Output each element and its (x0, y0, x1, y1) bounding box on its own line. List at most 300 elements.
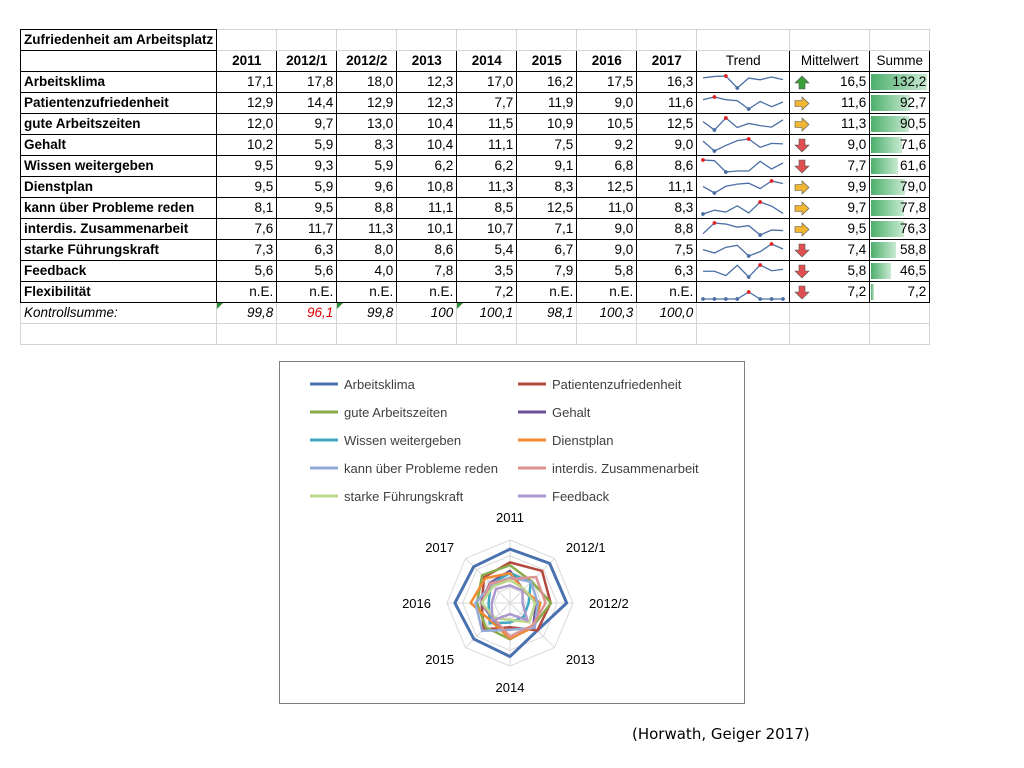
row-label: gute Arbeitszeiten (21, 114, 217, 135)
arrow-right-icon (794, 180, 810, 195)
value-cell: 8,3 (517, 177, 577, 198)
trend-sparkline (697, 219, 790, 240)
value-cell: 5,6 (277, 261, 337, 282)
sparkline-marker (736, 297, 740, 301)
control-value-text: 98,1 (547, 305, 574, 320)
arrow-down-icon (794, 138, 810, 153)
value-cell: 10,4 (397, 135, 457, 156)
sum-data-bar (871, 158, 897, 174)
sum-value: 76,3 (900, 221, 927, 236)
sparkline-svg (697, 261, 789, 281)
mean-cell (790, 282, 870, 303)
mean-cell (790, 198, 870, 219)
sum-cell (870, 156, 930, 177)
empty-cell (277, 324, 337, 345)
sparkline-svg (697, 114, 789, 134)
value-cell: n.E. (637, 282, 697, 303)
value-cell: 11,1 (397, 198, 457, 219)
mean-value: 5,8 (847, 263, 867, 278)
value-cell: 11,3 (457, 177, 517, 198)
comment-marker (457, 303, 463, 309)
sparkline-marker (747, 254, 751, 258)
value-cell: n.E. (397, 282, 457, 303)
arrow-right-icon (794, 201, 810, 216)
sum-value: 61,6 (900, 158, 927, 173)
value-cell: 8,3 (337, 135, 397, 156)
row-label: Flexibilität (21, 282, 217, 303)
value-cell: 16,2 (517, 72, 577, 93)
sparkline-marker (770, 297, 774, 301)
value-cell: 6,2 (397, 156, 457, 177)
row-label: starke Führungskraft (21, 240, 217, 261)
value-cell: 8,6 (397, 240, 457, 261)
value-cell: 8,8 (637, 219, 697, 240)
value-cell: 11,3 (337, 219, 397, 240)
legend-label: Arbeitsklima (344, 377, 415, 392)
value-cell: 5,6 (217, 261, 277, 282)
legend-label: Gehalt (552, 405, 591, 420)
trend-sparkline (697, 114, 790, 135)
sum-data-bar (871, 221, 903, 237)
comment-marker (217, 303, 223, 309)
sparkline-marker (747, 290, 751, 294)
value-cell: 5,9 (277, 177, 337, 198)
control-value-text: 100,0 (659, 305, 694, 320)
column-header: 2016 (577, 51, 637, 72)
control-row (21, 303, 930, 324)
control-value (457, 303, 517, 324)
legend-label: Wissen weitergeben (344, 433, 462, 448)
value-cell: 9,0 (577, 219, 637, 240)
table-row (21, 114, 930, 135)
trend-sparkline (697, 72, 790, 93)
value-cell: 12,0 (217, 114, 277, 135)
legend-label: starke Führungskraft (344, 489, 464, 504)
table-row (21, 72, 930, 93)
mean-cell (790, 135, 870, 156)
value-cell: 11,1 (637, 177, 697, 198)
radar-axis-label: 2015 (425, 651, 455, 667)
empty-cell (697, 324, 790, 345)
radar-axis-label: 2017 (425, 540, 455, 556)
mean-value: 7,2 (847, 284, 867, 299)
value-cell: 10,2 (217, 135, 277, 156)
table-row (21, 240, 930, 261)
empty-cell (870, 324, 930, 345)
mean-value: 9,5 (847, 221, 867, 236)
empty-cell (637, 30, 697, 51)
value-cell: 3,5 (457, 261, 517, 282)
table-row (21, 282, 930, 303)
arrow-right-icon (794, 96, 810, 111)
sparkline-svg (697, 72, 789, 92)
sum-value: 58,8 (900, 242, 927, 257)
table-row (21, 93, 930, 114)
empty-cell (517, 324, 577, 345)
value-cell: 10,1 (397, 219, 457, 240)
value-cell: 8,3 (637, 198, 697, 219)
empty-cell (217, 324, 277, 345)
column-header: 2011 (217, 51, 277, 72)
sparkline-marker (781, 297, 785, 301)
value-cell: 10,7 (457, 219, 517, 240)
empty-cell (637, 324, 697, 345)
value-cell: 10,9 (517, 114, 577, 135)
value-cell: 6,3 (637, 261, 697, 282)
sparkline-marker (770, 242, 774, 246)
legend-label: kann über Probleme reden (344, 461, 498, 476)
sum-cell (870, 114, 930, 135)
row-label: Patientenzufriedenheit (21, 93, 217, 114)
control-value (577, 303, 637, 324)
sum-cell (870, 135, 930, 156)
radar-grid (447, 540, 573, 666)
row-label: Arbeitsklima (21, 72, 217, 93)
control-value-text: 100 (430, 305, 454, 320)
empty-cell (790, 30, 870, 51)
row-label: Gehalt (21, 135, 217, 156)
value-cell: 9,5 (217, 156, 277, 177)
sum-cell (870, 198, 930, 219)
sparkline-line (703, 160, 783, 172)
row-label: Wissen weitergeben (21, 156, 217, 177)
value-cell: 6,3 (277, 240, 337, 261)
legend-label: Patientenzufriedenheit (552, 377, 682, 392)
radar-axis-label: 2012/1 (565, 540, 606, 556)
table-title: Zufriedenheit am Arbeitsplatz (21, 30, 217, 51)
comment-marker (337, 303, 343, 309)
sum-value: 90,5 (900, 116, 927, 131)
mean-value: 16,5 (840, 74, 867, 89)
table-row (21, 135, 930, 156)
value-cell: n.E. (277, 282, 337, 303)
sparkline-marker (724, 74, 728, 78)
value-cell: 7,7 (457, 93, 517, 114)
control-value-text: 99,8 (367, 305, 394, 320)
arrow-down-icon (794, 243, 810, 258)
sparkline-marker (713, 221, 717, 225)
mean-cell (790, 156, 870, 177)
empty-cell (397, 30, 457, 51)
sparkline-marker (747, 107, 751, 111)
column-header: 2015 (517, 51, 577, 72)
sum-data-bar (871, 137, 901, 153)
value-cell: 6,2 (457, 156, 517, 177)
legend-label: gute Arbeitszeiten (344, 405, 448, 420)
value-cell: 5,4 (457, 240, 517, 261)
sparkline-marker (701, 297, 705, 301)
trend-header: Trend (697, 51, 790, 72)
radar-axis-label: 2016 (402, 596, 431, 611)
arrow-up-icon (794, 75, 810, 90)
value-cell: 17,5 (577, 72, 637, 93)
sum-cell (870, 282, 930, 303)
header-row (21, 51, 930, 72)
column-header: 2014 (457, 51, 517, 72)
value-cell: 9,6 (337, 177, 397, 198)
value-cell: 7,1 (517, 219, 577, 240)
empty-cell (21, 324, 217, 345)
empty-cell (457, 324, 517, 345)
value-cell: 11,6 (637, 93, 697, 114)
trend-sparkline (697, 156, 790, 177)
mean-value: 11,6 (841, 95, 867, 110)
sparkline-svg (697, 93, 789, 113)
value-cell: 11,7 (277, 219, 337, 240)
sum-cell (870, 177, 930, 198)
trend-sparkline (697, 198, 790, 219)
value-cell: 17,8 (277, 72, 337, 93)
empty-cell (697, 303, 790, 324)
control-value (637, 303, 697, 324)
sparkline-marker (701, 212, 705, 216)
radar-axis-label: 2013 (565, 651, 595, 667)
sparkline-marker (736, 86, 740, 90)
value-cell: 6,7 (517, 240, 577, 261)
value-cell: 10,5 (577, 114, 637, 135)
value-cell: 7,6 (217, 219, 277, 240)
control-value-text: 100,1 (479, 305, 514, 320)
sparkline-svg (697, 156, 789, 176)
sparkline-svg (697, 282, 789, 302)
value-cell: 5,9 (277, 135, 337, 156)
chart-legend (310, 377, 699, 504)
empty-cell (337, 324, 397, 345)
sparkline-marker (770, 179, 774, 183)
sum-data-bar (871, 263, 891, 279)
value-cell: 17,1 (217, 72, 277, 93)
value-cell: 12,5 (577, 177, 637, 198)
trend-sparkline (697, 261, 790, 282)
sparkline-line (703, 76, 783, 88)
sparkline-line (703, 265, 783, 277)
empty-cell (277, 30, 337, 51)
empty-cell (517, 30, 577, 51)
mean-cell (790, 261, 870, 282)
citation: (Horwath, Geiger 2017) (632, 725, 810, 743)
value-cell: 14,4 (277, 93, 337, 114)
value-cell: 9,1 (517, 156, 577, 177)
sum-value: 132,2 (892, 74, 927, 89)
radar-chart-svg (280, 362, 744, 703)
value-cell: 9,0 (637, 135, 697, 156)
table-row (21, 156, 930, 177)
value-cell: 16,3 (637, 72, 697, 93)
sum-header: Summe (870, 51, 930, 72)
mean-cell (790, 72, 870, 93)
value-cell: 9,5 (277, 198, 337, 219)
radar-axis-label: 2014 (495, 680, 525, 695)
radar-chart (279, 361, 745, 704)
radar-axis-label: 2011 (496, 510, 524, 525)
value-cell: 11,1 (457, 135, 517, 156)
mean-value: 9,0 (847, 137, 867, 152)
empty-cell (577, 30, 637, 51)
empty-cell (870, 30, 930, 51)
sparkline-svg (697, 219, 789, 239)
value-cell: 12,5 (517, 198, 577, 219)
sparkline-svg (697, 240, 789, 260)
control-value (337, 303, 397, 324)
value-cell: 9,0 (577, 93, 637, 114)
value-cell: 6,8 (577, 156, 637, 177)
sum-value: 92,7 (900, 95, 927, 110)
value-cell: 12,5 (637, 114, 697, 135)
empty-cell (790, 324, 870, 345)
legend-label: Dienstplan (552, 433, 614, 448)
value-cell: 11,5 (457, 114, 517, 135)
value-cell: 8,1 (217, 198, 277, 219)
value-cell: 9,7 (277, 114, 337, 135)
value-cell: 7,8 (397, 261, 457, 282)
sparkline-marker (759, 297, 763, 301)
sparkline-marker (713, 297, 717, 301)
value-cell: 8,5 (457, 198, 517, 219)
sum-cell (870, 72, 930, 93)
sparkline-marker (759, 263, 763, 267)
value-cell: 12,3 (397, 72, 457, 93)
value-cell: 18,0 (337, 72, 397, 93)
value-cell: 4,0 (337, 261, 397, 282)
sum-value: 77,8 (900, 200, 927, 215)
legend-label: interdis. Zusammenarbeit (552, 461, 699, 476)
spreadsheet-table (20, 29, 930, 345)
sparkline-line (703, 202, 783, 214)
radar-axis-label: 2012/2 (589, 596, 629, 611)
value-cell: 9,5 (217, 177, 277, 198)
control-value-text: 99,8 (247, 305, 274, 320)
column-header: 2013 (397, 51, 457, 72)
value-cell: 11,9 (517, 93, 577, 114)
value-cell: n.E. (577, 282, 637, 303)
sparkline-marker (713, 128, 717, 132)
control-value (217, 303, 277, 324)
empty-cell (697, 30, 790, 51)
sparkline-marker (713, 191, 717, 195)
table-row (21, 198, 930, 219)
sparkline-svg (697, 135, 789, 155)
value-cell: 7,5 (517, 135, 577, 156)
mean-cell (790, 93, 870, 114)
mean-header: Mittelwert (790, 51, 870, 72)
mean-value: 11,3 (841, 116, 867, 131)
arrow-down-icon (794, 159, 810, 174)
control-label: Kontrollsumme: (21, 303, 217, 324)
sparkline-marker (724, 116, 728, 120)
value-cell: 12,9 (217, 93, 277, 114)
sparkline-marker (759, 200, 763, 204)
sum-data-bar (871, 242, 896, 258)
value-cell: 7,3 (217, 240, 277, 261)
mean-value: 7,7 (847, 158, 867, 173)
empty-cell (337, 30, 397, 51)
table-row (21, 177, 930, 198)
mean-cell (790, 240, 870, 261)
empty-cell (397, 324, 457, 345)
trend-sparkline (697, 177, 790, 198)
sum-cell (870, 261, 930, 282)
empty-cell (870, 303, 930, 324)
trend-sparkline (697, 282, 790, 303)
value-cell: 12,3 (397, 93, 457, 114)
value-cell: 9,2 (577, 135, 637, 156)
legend-label: Feedback (552, 489, 610, 504)
value-cell: 8,0 (337, 240, 397, 261)
value-cell: 10,8 (397, 177, 457, 198)
mean-value: 9,9 (847, 179, 867, 194)
value-cell: n.E. (517, 282, 577, 303)
value-cell: 7,9 (517, 261, 577, 282)
sparkline-marker (713, 95, 717, 99)
value-cell: 5,9 (337, 156, 397, 177)
value-cell: n.E. (217, 282, 277, 303)
value-cell: 12,9 (337, 93, 397, 114)
empty-cell (457, 30, 517, 51)
value-cell: 9,3 (277, 156, 337, 177)
sum-cell (870, 219, 930, 240)
mean-value: 7,4 (847, 242, 867, 257)
row-label: Dienstplan (21, 177, 217, 198)
sparkline-marker (747, 137, 751, 141)
row-label: Feedback (21, 261, 217, 282)
value-cell: 13,0 (337, 114, 397, 135)
sparkline-marker (724, 170, 728, 174)
value-cell: 8,8 (337, 198, 397, 219)
table-row (21, 261, 930, 282)
control-value-text: 100,3 (599, 305, 634, 320)
arrow-down-icon (794, 264, 810, 279)
sparkline-marker (724, 297, 728, 301)
sparkline-svg (697, 198, 789, 218)
table-row (21, 219, 930, 240)
sparkline-marker (701, 158, 705, 162)
value-cell: 9,0 (577, 240, 637, 261)
sum-value: 79,0 (900, 179, 927, 194)
sparkline-svg (697, 177, 789, 197)
value-cell: 5,8 (577, 261, 637, 282)
arrow-down-icon (794, 285, 810, 300)
sum-value: 71,6 (900, 137, 927, 152)
control-value (397, 303, 457, 324)
sparkline-marker (759, 233, 763, 237)
sum-cell (870, 93, 930, 114)
arrow-right-icon (794, 222, 810, 237)
empty-cell (217, 30, 277, 51)
value-cell: 11,0 (577, 198, 637, 219)
column-header: 2012/1 (277, 51, 337, 72)
trend-sparkline (697, 135, 790, 156)
trend-sparkline (697, 93, 790, 114)
value-cell: 7,2 (457, 282, 517, 303)
sum-data-bar (871, 284, 874, 300)
control-value (277, 303, 337, 324)
mean-value: 9,7 (847, 200, 867, 215)
value-cell: n.E. (337, 282, 397, 303)
column-header: 2017 (637, 51, 697, 72)
row-label: interdis. Zusammenarbeit (21, 219, 217, 240)
row-label: kann über Probleme reden (21, 198, 217, 219)
title-row (21, 30, 930, 51)
sum-cell (870, 240, 930, 261)
value-cell: 7,5 (637, 240, 697, 261)
control-value-text: 96,1 (307, 305, 334, 320)
value-cell: 17,0 (457, 72, 517, 93)
mean-cell (790, 177, 870, 198)
sum-value: 46,5 (900, 263, 927, 278)
mean-cell (790, 219, 870, 240)
value-cell: 8,6 (637, 156, 697, 177)
sum-value: 7,2 (907, 284, 927, 299)
